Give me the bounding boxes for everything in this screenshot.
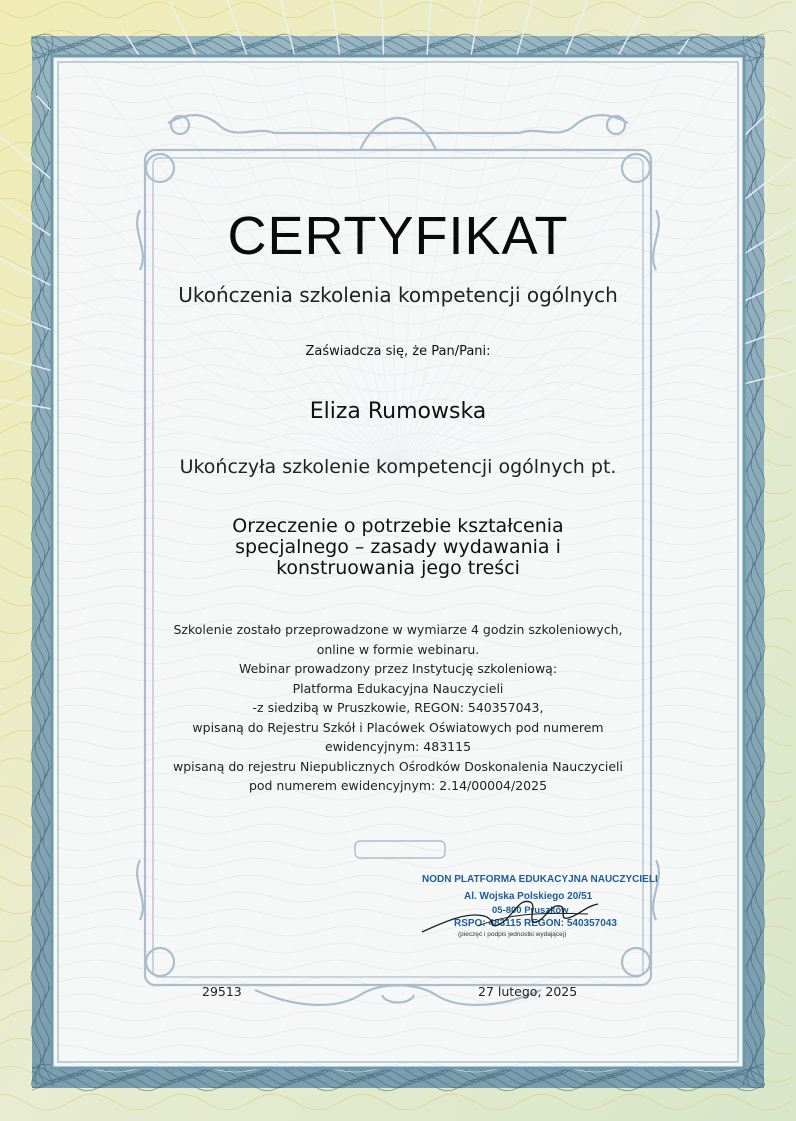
completion-statement: Ukończyła szkolenie kompetencji ogólnych pt.: [179, 456, 617, 478]
training-details: [0, 620, 796, 796]
issue-date: 27 lutego, 2025: [478, 984, 578, 999]
details-line: ewidencyjnym: 483115: [324, 739, 472, 754]
details-line: wpisaną do rejestru Niepublicznych Ośrodków Doskonalenia Nauczycieli: [172, 758, 624, 774]
certificate-title: CERTYFIKAT: [227, 206, 569, 266]
certifies-label: Zaświadcza się, że Pan/Pani:: [305, 344, 491, 359]
details-line: Platforma Edukacyjna Nauczycieli: [292, 680, 504, 696]
issuer-stamp: [418, 874, 658, 944]
stamp-line: RSPO: 483115 REGON: 540357043: [454, 918, 617, 929]
details-line: -z siedzibą w Pruszkowie, REGON: 540357043,: [252, 700, 544, 715]
certificate-subtitle: Ukończenia szkolenia kompetencji ogólnych: [178, 283, 618, 307]
stamp-caption: (pieczęć i podpis jednostki wydającej): [458, 931, 567, 938]
stamp-line: 05-800 Pruszków: [492, 905, 569, 916]
stamp-line: Al. Wojska Polskiego 20/51: [464, 891, 593, 902]
details-line: Szkolenie zostało przeprowadzone w wymiarze 4 godzin szkoleniowych,: [173, 622, 623, 637]
course-title: [0, 516, 796, 579]
course-title-line: konstruowania jego treści: [276, 557, 520, 579]
details-line: online w formie webinaru.: [316, 641, 480, 657]
recipient-name: Eliza Rumowska: [309, 399, 487, 424]
course-title-line: Orzeczenie o potrzebie kształcenia: [232, 515, 564, 537]
signature: [418, 886, 618, 936]
certificate-number: 29513: [202, 984, 242, 999]
details-line: pod numerem ewidencyjnym: 2.14/00004/2025: [248, 778, 548, 793]
course-title-line: specjalnego – zasady wydawania i: [235, 536, 561, 558]
details-line: Webinar prowadzony przez Instytucję szkoleniową:: [238, 661, 558, 676]
stamp-line: NODN PLATFORMA EDUKACYJNA NAUCZYCIELI: [422, 874, 658, 885]
details-line: wpisaną do Rejestru Szkół i Placówek Oświatowych pod numerem: [192, 719, 604, 735]
